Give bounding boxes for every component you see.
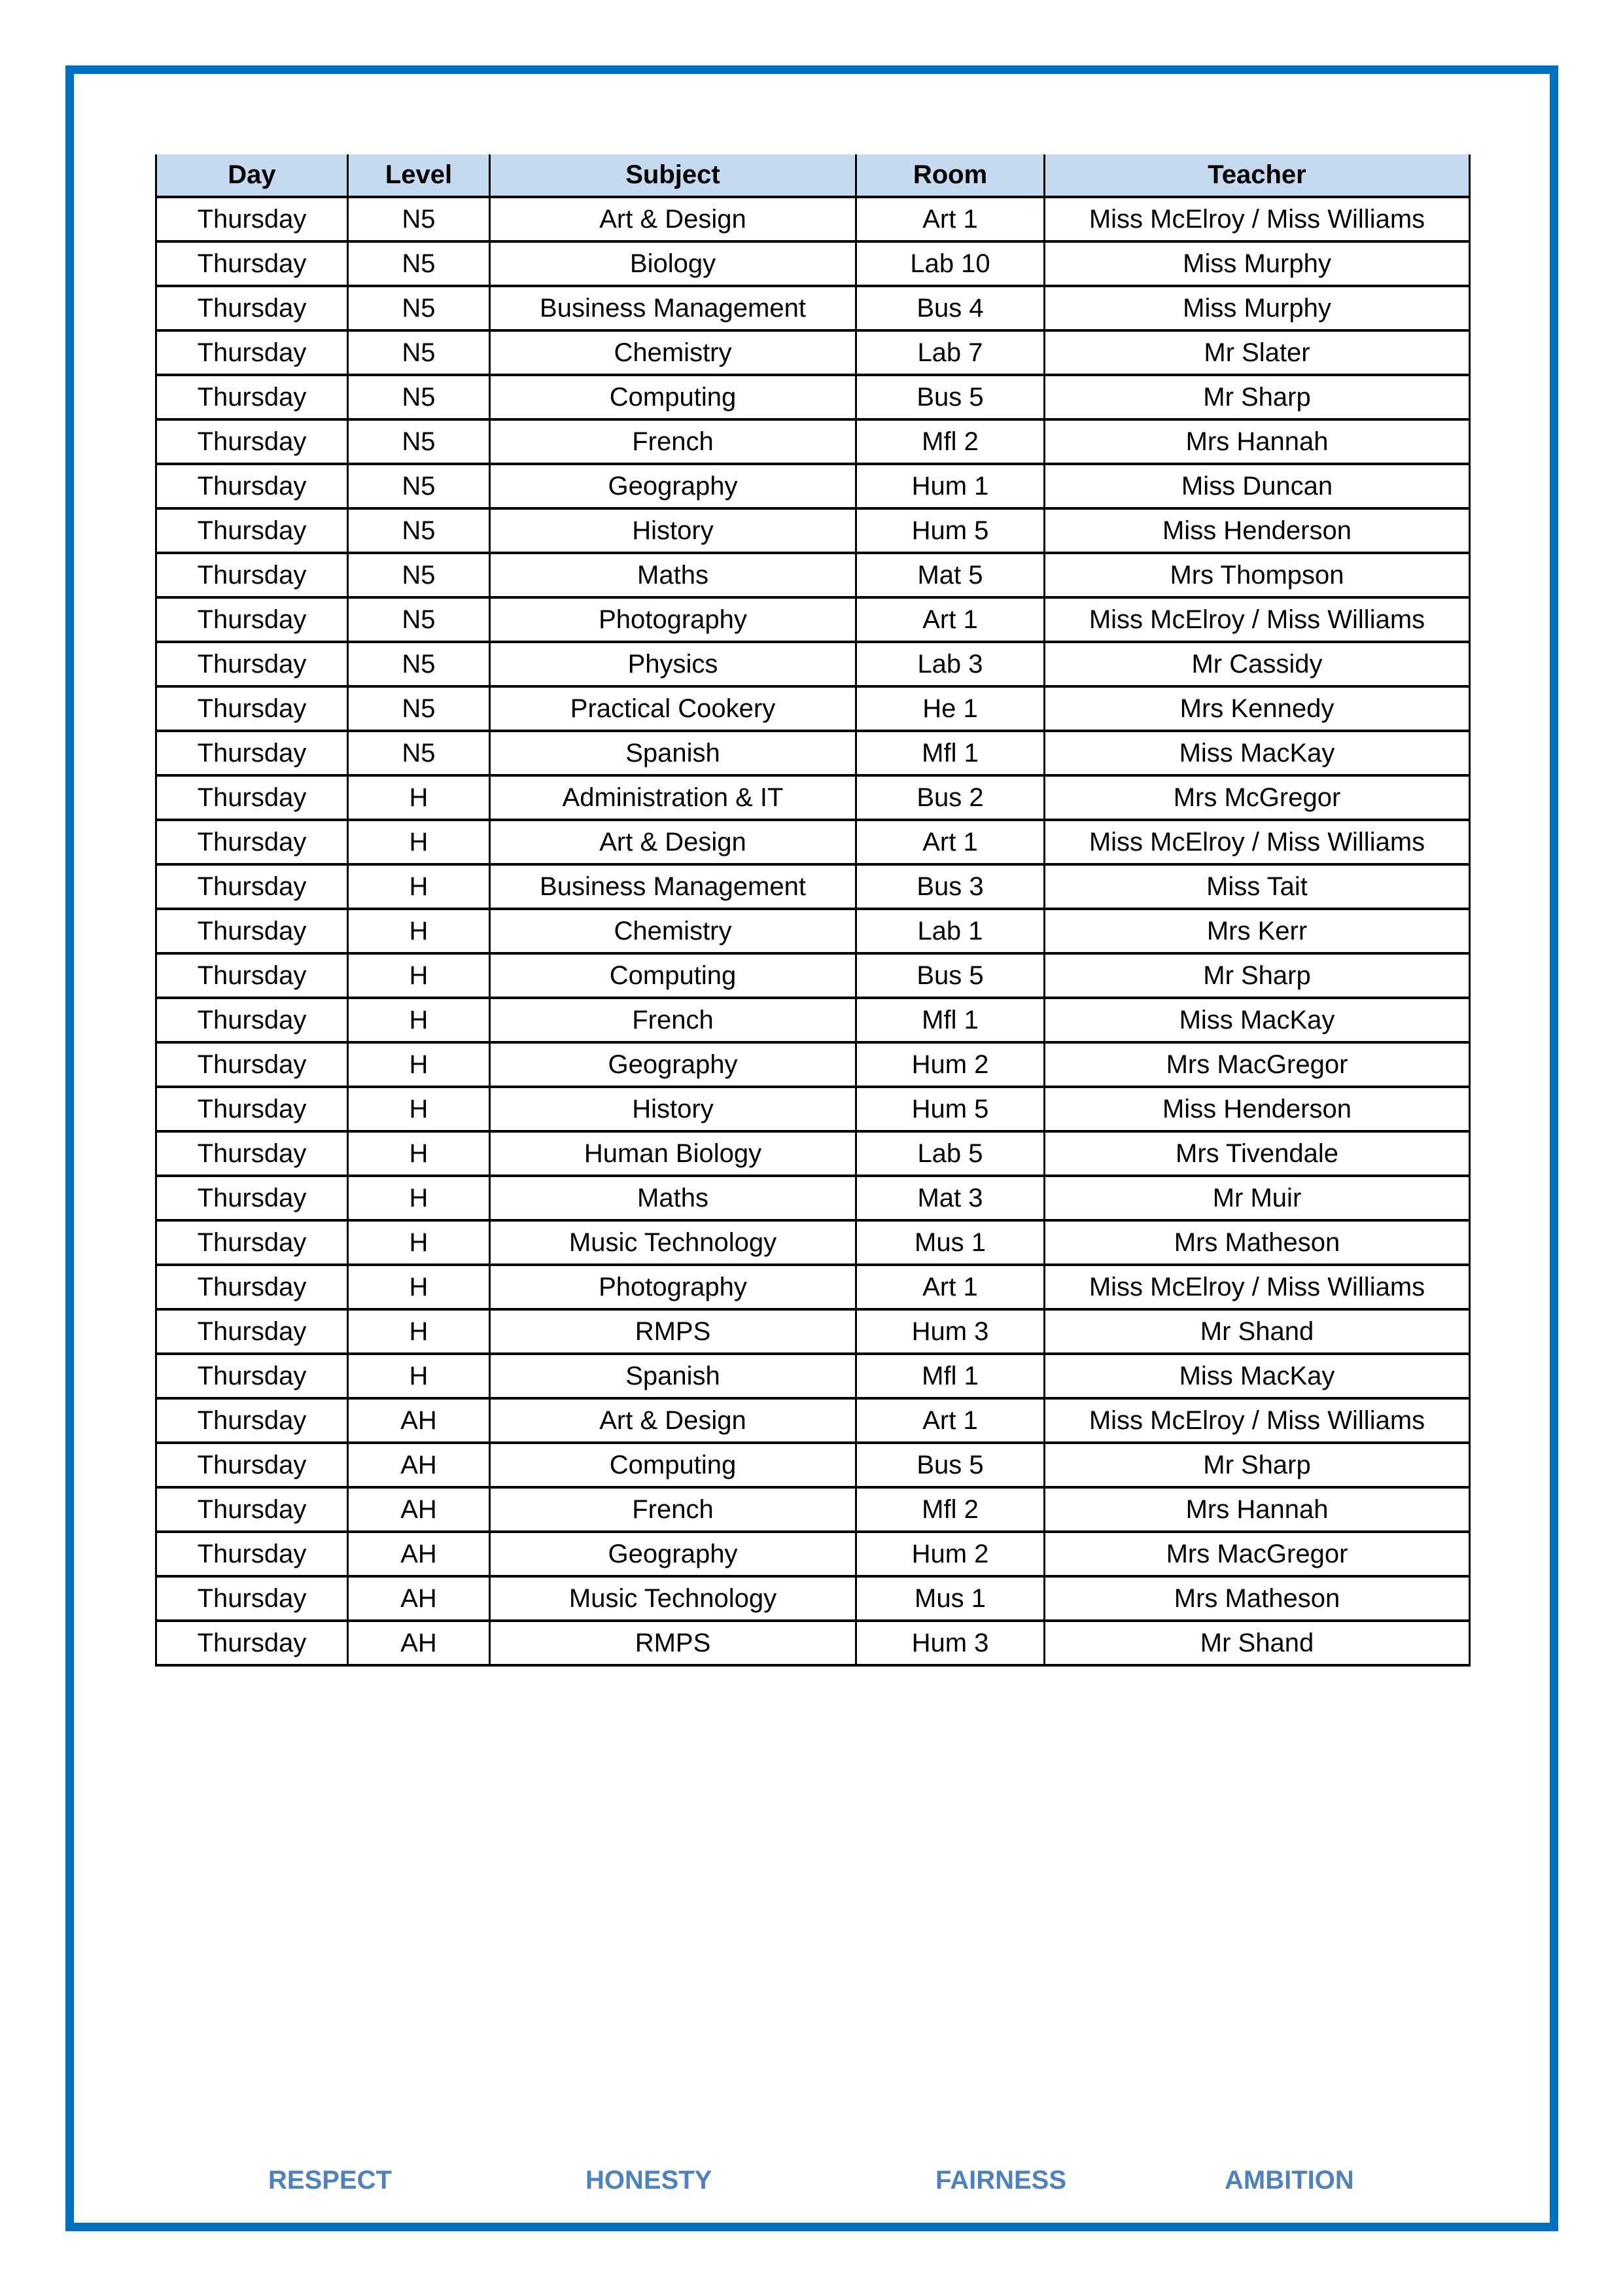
cell-day: Thursday [156, 1443, 348, 1487]
cell-room: Art 1 [856, 197, 1045, 241]
cell-level: N5 [348, 731, 490, 775]
cell-subject: Computing [490, 375, 856, 419]
cell-subject: Chemistry [490, 330, 856, 375]
cell-day: Thursday [156, 775, 348, 820]
cell-room: Art 1 [856, 1398, 1045, 1443]
cell-teacher: Mr Shand [1045, 1309, 1470, 1354]
cell-room: Hum 5 [856, 508, 1045, 553]
cell-teacher: Miss MacKay [1045, 998, 1470, 1042]
cell-day: Thursday [156, 909, 348, 953]
cell-teacher: Miss MacKay [1045, 1354, 1470, 1398]
cell-level: H [348, 953, 490, 998]
cell-level: H [348, 1220, 490, 1265]
cell-teacher: Mrs Kerr [1045, 909, 1470, 953]
cell-room: Hum 1 [856, 464, 1045, 508]
table-row [156, 1309, 1470, 1354]
cell-level: N5 [348, 642, 490, 686]
cell-level: H [348, 1265, 490, 1309]
table-row [156, 508, 1470, 553]
cell-subject: Spanish [490, 731, 856, 775]
cell-day: Thursday [156, 1487, 348, 1532]
cell-teacher: Miss MacKay [1045, 731, 1470, 775]
cell-teacher: Miss McElroy / Miss Williams [1045, 597, 1470, 642]
timetable [155, 154, 1471, 1667]
cell-room: Mfl 1 [856, 731, 1045, 775]
cell-subject: Spanish [490, 1354, 856, 1398]
cell-room: Art 1 [856, 1265, 1045, 1309]
table-row [156, 642, 1470, 686]
cell-subject: Maths [490, 1176, 856, 1220]
table-row [156, 375, 1470, 419]
table-row [156, 775, 1470, 820]
table-row [156, 953, 1470, 998]
cell-level: H [348, 1176, 490, 1220]
cell-subject: Geography [490, 1042, 856, 1087]
cell-teacher: Mr Sharp [1045, 953, 1470, 998]
cell-subject: Art & Design [490, 820, 856, 864]
cell-room: Bus 4 [856, 286, 1045, 330]
cell-subject: French [490, 1487, 856, 1532]
table-row [156, 419, 1470, 464]
cell-teacher: Mrs Matheson [1045, 1576, 1470, 1621]
cell-teacher: Mrs MacGregor [1045, 1532, 1470, 1576]
table-row [156, 1487, 1470, 1532]
cell-teacher: Miss Murphy [1045, 286, 1470, 330]
header-teacher: Teacher [1045, 154, 1470, 197]
cell-level: H [348, 1042, 490, 1087]
table-row [156, 731, 1470, 775]
cell-subject: Administration & IT [490, 775, 856, 820]
table-row [156, 1087, 1470, 1131]
table-row [156, 909, 1470, 953]
cell-day: Thursday [156, 1354, 348, 1398]
cell-subject: Geography [490, 1532, 856, 1576]
cell-level: H [348, 864, 490, 909]
cell-room: Art 1 [856, 597, 1045, 642]
cell-room: Mfl 2 [856, 419, 1045, 464]
header-day: Day [156, 154, 348, 197]
cell-room: He 1 [856, 686, 1045, 731]
cell-day: Thursday [156, 1309, 348, 1354]
school-values-footer [0, 2166, 1623, 2205]
cell-level: AH [348, 1398, 490, 1443]
table-row [156, 1176, 1470, 1220]
table-row [156, 1398, 1470, 1443]
cell-subject: Photography [490, 1265, 856, 1309]
cell-room: Lab 1 [856, 909, 1045, 953]
cell-room: Lab 5 [856, 1131, 1045, 1176]
cell-room: Bus 5 [856, 1443, 1045, 1487]
cell-day: Thursday [156, 375, 348, 419]
cell-day: Thursday [156, 820, 348, 864]
cell-subject: Photography [490, 597, 856, 642]
cell-level: H [348, 909, 490, 953]
cell-subject: History [490, 1087, 856, 1131]
cell-level: AH [348, 1576, 490, 1621]
cell-level: H [348, 1309, 490, 1354]
cell-teacher: Mr Sharp [1045, 375, 1470, 419]
cell-teacher: Mrs Matheson [1045, 1220, 1470, 1265]
cell-subject: Computing [490, 953, 856, 998]
cell-day: Thursday [156, 241, 348, 286]
cell-teacher: Miss McElroy / Miss Williams [1045, 1265, 1470, 1309]
cell-subject: Business Management [490, 864, 856, 909]
cell-room: Mfl 2 [856, 1487, 1045, 1532]
cell-day: Thursday [156, 1131, 348, 1176]
header-subject: Subject [490, 154, 856, 197]
cell-subject: RMPS [490, 1621, 856, 1665]
table-row [156, 686, 1470, 731]
cell-day: Thursday [156, 419, 348, 464]
cell-room: Hum 3 [856, 1309, 1045, 1354]
cell-level: AH [348, 1443, 490, 1487]
cell-subject: Human Biology [490, 1131, 856, 1176]
cell-day: Thursday [156, 286, 348, 330]
value-honesty: HONESTY [585, 2166, 712, 2195]
cell-level: N5 [348, 286, 490, 330]
cell-room: Lab 10 [856, 241, 1045, 286]
table-row [156, 1265, 1470, 1309]
table-row [156, 197, 1470, 241]
cell-room: Art 1 [856, 820, 1045, 864]
cell-subject: RMPS [490, 1309, 856, 1354]
cell-level: N5 [348, 330, 490, 375]
cell-day: Thursday [156, 1532, 348, 1576]
cell-subject: Practical Cookery [490, 686, 856, 731]
cell-room: Mat 5 [856, 553, 1045, 597]
cell-day: Thursday [156, 1042, 348, 1087]
cell-teacher: Miss Murphy [1045, 241, 1470, 286]
cell-subject: Music Technology [490, 1576, 856, 1621]
table-row [156, 1621, 1470, 1665]
cell-day: Thursday [156, 330, 348, 375]
table-row [156, 1354, 1470, 1398]
table-row [156, 1042, 1470, 1087]
cell-day: Thursday [156, 1176, 348, 1220]
cell-level: N5 [348, 197, 490, 241]
cell-teacher: Miss Henderson [1045, 508, 1470, 553]
cell-teacher: Miss Duncan [1045, 464, 1470, 508]
cell-teacher: Mr Sharp [1045, 1443, 1470, 1487]
cell-teacher: Mrs Hannah [1045, 419, 1470, 464]
cell-level: AH [348, 1621, 490, 1665]
header-level: Level [348, 154, 490, 197]
cell-level: H [348, 1087, 490, 1131]
cell-day: Thursday [156, 1220, 348, 1265]
cell-day: Thursday [156, 597, 348, 642]
cell-room: Mat 3 [856, 1176, 1045, 1220]
cell-level: H [348, 820, 490, 864]
cell-room: Mus 1 [856, 1576, 1045, 1621]
table-row [156, 597, 1470, 642]
cell-room: Mfl 1 [856, 998, 1045, 1042]
cell-level: H [348, 1131, 490, 1176]
table-row [156, 464, 1470, 508]
table-row [156, 286, 1470, 330]
cell-teacher: Mrs Kennedy [1045, 686, 1470, 731]
cell-level: H [348, 998, 490, 1042]
cell-day: Thursday [156, 731, 348, 775]
table-row [156, 241, 1470, 286]
cell-level: AH [348, 1487, 490, 1532]
cell-subject: Chemistry [490, 909, 856, 953]
table-row [156, 1532, 1470, 1576]
cell-level: N5 [348, 375, 490, 419]
cell-teacher: Mrs Hannah [1045, 1487, 1470, 1532]
cell-day: Thursday [156, 1621, 348, 1665]
cell-teacher: Mrs MacGregor [1045, 1042, 1470, 1087]
cell-day: Thursday [156, 953, 348, 998]
cell-day: Thursday [156, 1087, 348, 1131]
cell-teacher: Miss McElroy / Miss Williams [1045, 197, 1470, 241]
table-row [156, 1443, 1470, 1487]
cell-day: Thursday [156, 686, 348, 731]
cell-teacher: Mr Slater [1045, 330, 1470, 375]
cell-level: N5 [348, 464, 490, 508]
cell-level: H [348, 1354, 490, 1398]
cell-room: Lab 3 [856, 642, 1045, 686]
cell-teacher: Mrs Thompson [1045, 553, 1470, 597]
cell-day: Thursday [156, 1265, 348, 1309]
cell-level: N5 [348, 241, 490, 286]
cell-day: Thursday [156, 197, 348, 241]
cell-subject: Maths [490, 553, 856, 597]
table-row [156, 330, 1470, 375]
cell-day: Thursday [156, 1398, 348, 1443]
cell-room: Bus 2 [856, 775, 1045, 820]
cell-room: Hum 5 [856, 1087, 1045, 1131]
cell-subject: Geography [490, 464, 856, 508]
cell-day: Thursday [156, 998, 348, 1042]
value-ambition: AMBITION [1225, 2166, 1354, 2195]
cell-subject: History [490, 508, 856, 553]
table-row [156, 1576, 1470, 1621]
cell-room: Lab 7 [856, 330, 1045, 375]
cell-room: Hum 2 [856, 1532, 1045, 1576]
cell-teacher: Mr Cassidy [1045, 642, 1470, 686]
cell-level: AH [348, 1532, 490, 1576]
cell-room: Bus 5 [856, 953, 1045, 998]
cell-subject: Music Technology [490, 1220, 856, 1265]
cell-level: N5 [348, 553, 490, 597]
cell-day: Thursday [156, 553, 348, 597]
table-row [156, 864, 1470, 909]
cell-subject: Physics [490, 642, 856, 686]
table-row [156, 1220, 1470, 1265]
cell-room: Mus 1 [856, 1220, 1045, 1265]
cell-day: Thursday [156, 508, 348, 553]
cell-room: Hum 2 [856, 1042, 1045, 1087]
cell-teacher: Mr Shand [1045, 1621, 1470, 1665]
table-row [156, 820, 1470, 864]
cell-teacher: Miss Henderson [1045, 1087, 1470, 1131]
cell-day: Thursday [156, 1576, 348, 1621]
cell-teacher: Miss McElroy / Miss Williams [1045, 1398, 1470, 1443]
table-row [156, 553, 1470, 597]
table-body [156, 197, 1470, 1665]
cell-level: N5 [348, 419, 490, 464]
cell-day: Thursday [156, 864, 348, 909]
cell-teacher: Mrs Tivendale [1045, 1131, 1470, 1176]
cell-subject: Art & Design [490, 1398, 856, 1443]
cell-level: N5 [348, 686, 490, 731]
cell-teacher: Mr Muir [1045, 1176, 1470, 1220]
cell-subject: French [490, 998, 856, 1042]
cell-room: Mfl 1 [856, 1354, 1045, 1398]
cell-teacher: Miss McElroy / Miss Williams [1045, 820, 1470, 864]
value-fairness: FAIRNESS [935, 2166, 1067, 2195]
cell-subject: Biology [490, 241, 856, 286]
cell-room: Bus 3 [856, 864, 1045, 909]
table-row [156, 998, 1470, 1042]
cell-subject: Art & Design [490, 197, 856, 241]
cell-room: Bus 5 [856, 375, 1045, 419]
cell-level: H [348, 775, 490, 820]
header-room: Room [856, 154, 1045, 197]
table-row [156, 1131, 1470, 1176]
cell-subject: Business Management [490, 286, 856, 330]
cell-teacher: Miss Tait [1045, 864, 1470, 909]
cell-day: Thursday [156, 464, 348, 508]
value-respect: RESPECT [268, 2166, 392, 2195]
cell-teacher: Mrs McGregor [1045, 775, 1470, 820]
cell-subject: Computing [490, 1443, 856, 1487]
cell-room: Hum 3 [856, 1621, 1045, 1665]
cell-level: N5 [348, 597, 490, 642]
cell-subject: French [490, 419, 856, 464]
table-header-row [156, 154, 1470, 197]
cell-level: N5 [348, 508, 490, 553]
cell-day: Thursday [156, 642, 348, 686]
